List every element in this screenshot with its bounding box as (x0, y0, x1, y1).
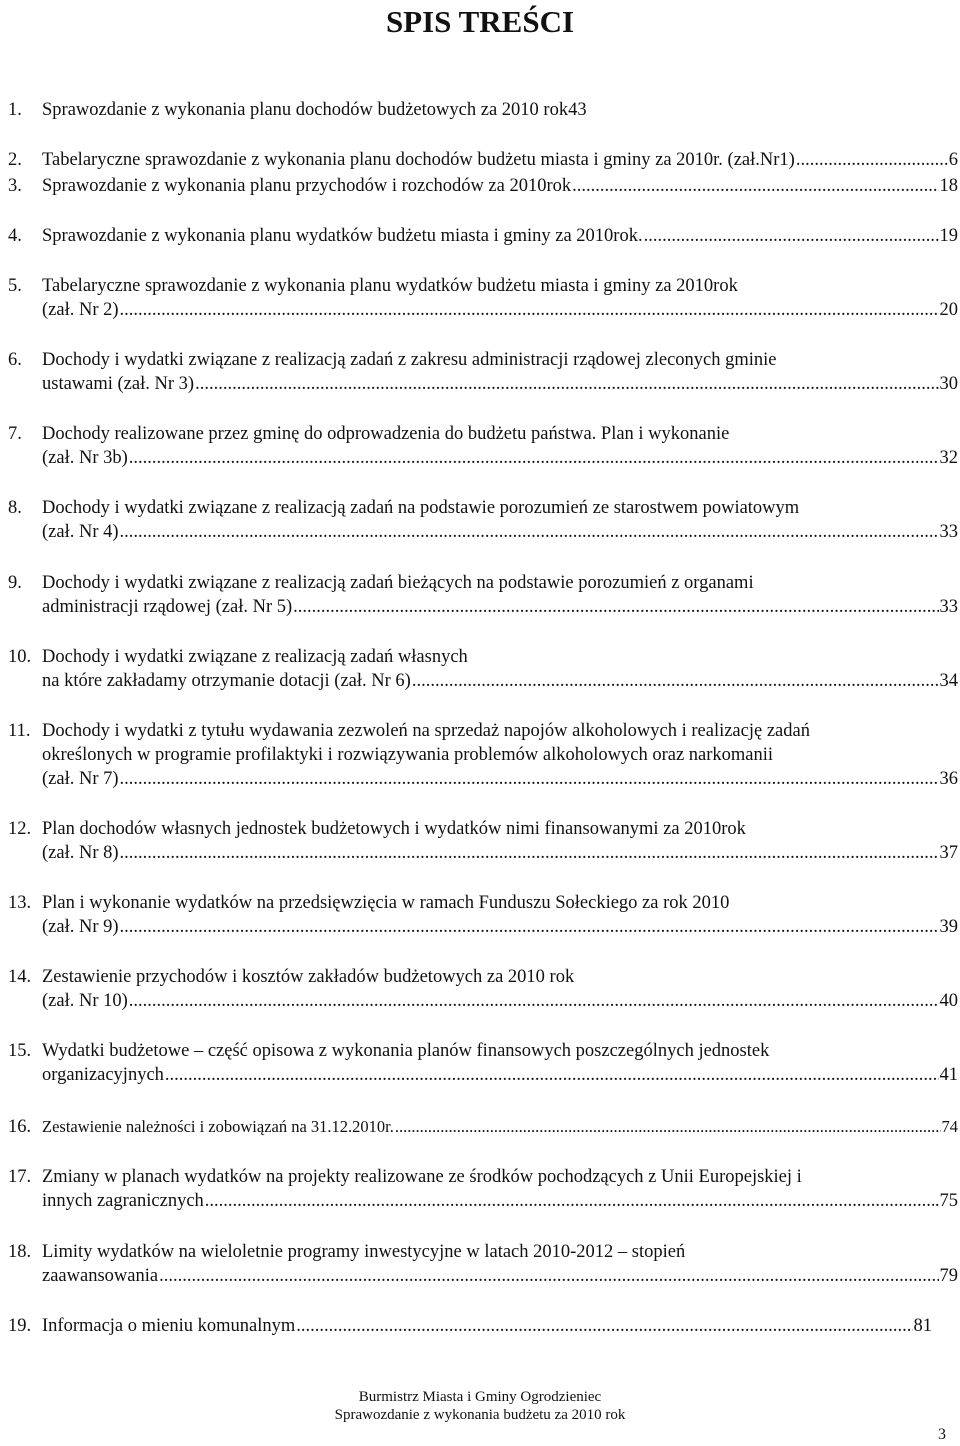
leader-dots (395, 1115, 941, 1139)
toc-entry-number: 3. (8, 176, 22, 196)
toc-entry-14-line1[interactable] (42, 965, 958, 989)
leader-dots (129, 989, 939, 1013)
leader-dots (120, 298, 939, 322)
toc-entry-page: 36 (939, 769, 958, 789)
leader-dots (129, 446, 939, 470)
leader-dots (412, 669, 939, 693)
footer-line-2: Sprawozdanie z wykonania budżetu za 2010 rok (334, 1407, 626, 1423)
toc-entry-text: (zał. Nr 2) (42, 300, 119, 320)
toc-entry-number: 7. (8, 424, 22, 444)
leader-dots (159, 1264, 938, 1288)
toc-entry-number: 6. (8, 350, 22, 370)
toc-entry-text: Dochody i wydatki związane z realizacją zadań z zakresu administracji rządowej zleconych gminie (42, 350, 777, 370)
toc-entry-3[interactable] (42, 174, 958, 198)
toc-entry-number: 18. (8, 1242, 32, 1262)
toc-entry-text: zaawansowania (42, 1266, 159, 1286)
toc-entry-14[interactable] (42, 989, 958, 1013)
toc-entry-text: Wydatki budżetowe – część opisowa z wykonania planów finansowych poszczególnych jednostek (42, 1041, 770, 1061)
toc-entry-text: na które zakładamy otrzymanie dotacji (zał. Nr 6) (42, 671, 411, 691)
page-title: SPIS TREŚCI (385, 4, 575, 39)
toc-entry-text: Sprawozdanie z wykonania planu przychodów i rozchodów za 2010rok (42, 176, 572, 196)
leader-dots (293, 595, 938, 619)
toc-entry-number: 15. (8, 1041, 32, 1061)
toc-entry-13[interactable] (42, 915, 958, 939)
toc-entry-text: Dochody realizowane przez gminę do odprowadzenia do budżetu państwa. Plan i wykonanie (42, 424, 730, 444)
toc-entry-11-line2[interactable] (42, 743, 958, 767)
toc-entry-page: 34 (939, 671, 958, 691)
toc-entry-page: 39 (939, 917, 958, 937)
toc-entry-number: 19. (8, 1316, 32, 1336)
toc-entry-19[interactable] (42, 1314, 932, 1338)
toc-entry-8[interactable] (42, 520, 958, 544)
toc-entry-9[interactable] (42, 595, 958, 619)
toc-entry-6-line1[interactable] (42, 348, 958, 372)
toc-entry-number: 9. (8, 573, 22, 593)
leader-dots (796, 148, 948, 172)
leader-dots (195, 372, 938, 396)
toc-entry-2[interactable] (42, 148, 958, 172)
toc-entry-11-line1[interactable] (42, 719, 958, 743)
toc-entry-page: 41 (939, 1065, 958, 1085)
toc-entry-text: Tabelaryczne sprawozdanie z wykonania planu wydatków budżetu miasta i gminy za 2010rok (42, 276, 738, 296)
toc-entry-16[interactable] (42, 1115, 958, 1139)
toc-entry-page: 18 (939, 176, 958, 196)
toc-entry-18[interactable] (42, 1264, 958, 1288)
toc-entry-page: 20 (939, 300, 958, 320)
toc-entry-text: Zmiany w planach wydatków na projekty realizowane ze środków pochodzących z Unii Europejskiej i (42, 1167, 802, 1187)
toc-entry-text: (zał. Nr 8) (42, 843, 119, 863)
toc-entry-18-line1[interactable] (42, 1240, 958, 1264)
toc-entry-page: 40 (939, 991, 958, 1011)
toc-entry-5[interactable] (42, 298, 958, 322)
toc-entry-number: 17. (8, 1167, 32, 1187)
toc-entry-15[interactable] (42, 1063, 958, 1087)
toc-entry-page: 37 (939, 843, 958, 863)
toc-entry-text: Plan i wykonanie wydatków na przedsięwzięcia w ramach Funduszu Sołeckiego za rok 2010 (42, 893, 730, 913)
toc-entry-number: 10. (8, 647, 32, 667)
footer-line-1: Burmistrz Miasta i Gminy Ogrodzieniec (358, 1389, 602, 1405)
toc-entry-number: 4. (8, 226, 22, 246)
toc-entry-11[interactable] (42, 767, 958, 791)
toc-entry-number: 8. (8, 498, 22, 518)
toc-entry-12[interactable] (42, 841, 958, 865)
toc-entry-page: 79 (939, 1266, 958, 1286)
toc-entry-page: 30 (939, 374, 958, 394)
toc-entry-text: (zał. Nr 4) (42, 522, 119, 542)
toc-entry-9-line1[interactable] (42, 571, 958, 595)
toc-entry-10[interactable] (42, 669, 958, 693)
leader-dots (296, 1314, 912, 1338)
leader-dots (644, 224, 939, 248)
toc-entry-page: 81 (913, 1316, 932, 1336)
toc-entry-number: 16. (8, 1117, 32, 1137)
toc-entry-text: Limity wydatków na wieloletnie programy inwestycyjne w latach 2010-2012 – stopień (42, 1242, 686, 1262)
toc-entry-text: Zestawienie przychodów i kosztów zakładów budżetowych za 2010 rok (42, 967, 575, 987)
toc-entry-number: 1. (8, 100, 22, 120)
toc-entry-1[interactable] (42, 98, 958, 122)
toc-entry-17[interactable] (42, 1189, 958, 1213)
toc-entry-text: Sprawozdanie z wykonania planu dochodów budżetowych za 2010 rok43 (42, 100, 587, 120)
toc-entry-number: 14. (8, 967, 32, 987)
toc-entry-page: 33 (939, 522, 958, 542)
toc-entry-12-line1[interactable] (42, 817, 958, 841)
leader-dots (120, 767, 939, 791)
toc-entry-page: 33 (939, 597, 958, 617)
toc-entry-17-line1[interactable] (42, 1165, 958, 1189)
toc-entry-4[interactable] (42, 224, 958, 248)
toc-entry-text: Zestawienie należności i zobowiązań na 31.12.2010r. (42, 1117, 394, 1136)
toc-entry-8-line1[interactable] (42, 496, 958, 520)
toc-entry-page: 19 (939, 226, 958, 246)
toc-entry-text: administracji rządowej (zał. Nr 5) (42, 597, 293, 617)
leader-dots (120, 915, 939, 939)
toc-entry-page: 74 (941, 1117, 958, 1136)
leader-dots (572, 174, 938, 198)
toc-entry-text: Dochody i wydatki związane z realizacją zadań na podstawie porozumień ze starostwem powiatowym (42, 498, 800, 518)
toc-entry-7[interactable] (42, 446, 958, 470)
toc-entry-text: (zał. Nr 10) (42, 991, 128, 1011)
toc-entry-10-line1[interactable] (42, 645, 958, 669)
toc-entry-text: (zał. Nr 7) (42, 769, 119, 789)
toc-entry-page: .75 (934, 1191, 958, 1211)
toc-entry-15-line1[interactable] (42, 1039, 958, 1063)
toc-entry-6[interactable] (42, 372, 958, 396)
toc-entry-text: Sprawozdanie z wykonania planu wydatków budżetu miasta i gminy za 2010rok. (42, 226, 643, 246)
toc-entry-7-line1[interactable] (42, 422, 958, 446)
toc-entry-text: Dochody i wydatki związane z realizacją zadań bieżących na podstawie porozumień z organami (42, 573, 754, 593)
toc-entry-text: innych zagranicznych (42, 1191, 204, 1211)
page-number: 3 (938, 1426, 946, 1443)
leader-dots (165, 1063, 939, 1087)
toc-entry-number: 2. (8, 150, 22, 170)
leader-dots (120, 520, 939, 544)
toc-entry-page: 32 (939, 448, 958, 468)
toc-entry-number: 13. (8, 893, 32, 913)
leader-dots (120, 841, 939, 865)
toc-entry-number: 5. (8, 276, 22, 296)
toc-entry-text: ustawami (zał. Nr 3) (42, 374, 195, 394)
toc-entry-text: Informacja o mieniu komunalnym (42, 1316, 296, 1336)
toc-entry-13-line1[interactable] (42, 891, 958, 915)
toc-entry-text: (zał. Nr 3b) (42, 448, 128, 468)
toc-entry-text: Dochody i wydatki z tytułu wydawania zezwoleń na sprzedaż napojów alkoholowych i realizację zadań (42, 721, 810, 741)
toc-entry-text: określonych w programie profilaktyki i rozwiązywania problemów alkoholowych oraz narkomanii (42, 745, 774, 765)
toc-entry-text: Tabelaryczne sprawozdanie z wykonania planu dochodów budżetu miasta i gminy za 2010r. (zał.Nr1) (42, 150, 795, 170)
toc-entry-text: Dochody i wydatki związane z realizacją zadań własnych (42, 647, 468, 667)
toc-entry-text: Plan dochodów własnych jednostek budżetowych i wydatków nimi finansowanymi za 2010rok (42, 819, 746, 839)
toc-entry-text: (zał. Nr 9) (42, 917, 119, 937)
leader-dots (205, 1189, 934, 1213)
toc-entry-number: 12. (8, 819, 32, 839)
toc-entry-page: 6 (948, 150, 958, 170)
toc-entry-text: organizacyjnych (42, 1065, 164, 1085)
toc-entry-5-line1[interactable] (42, 274, 958, 298)
toc-entry-number: 11. (8, 721, 31, 741)
